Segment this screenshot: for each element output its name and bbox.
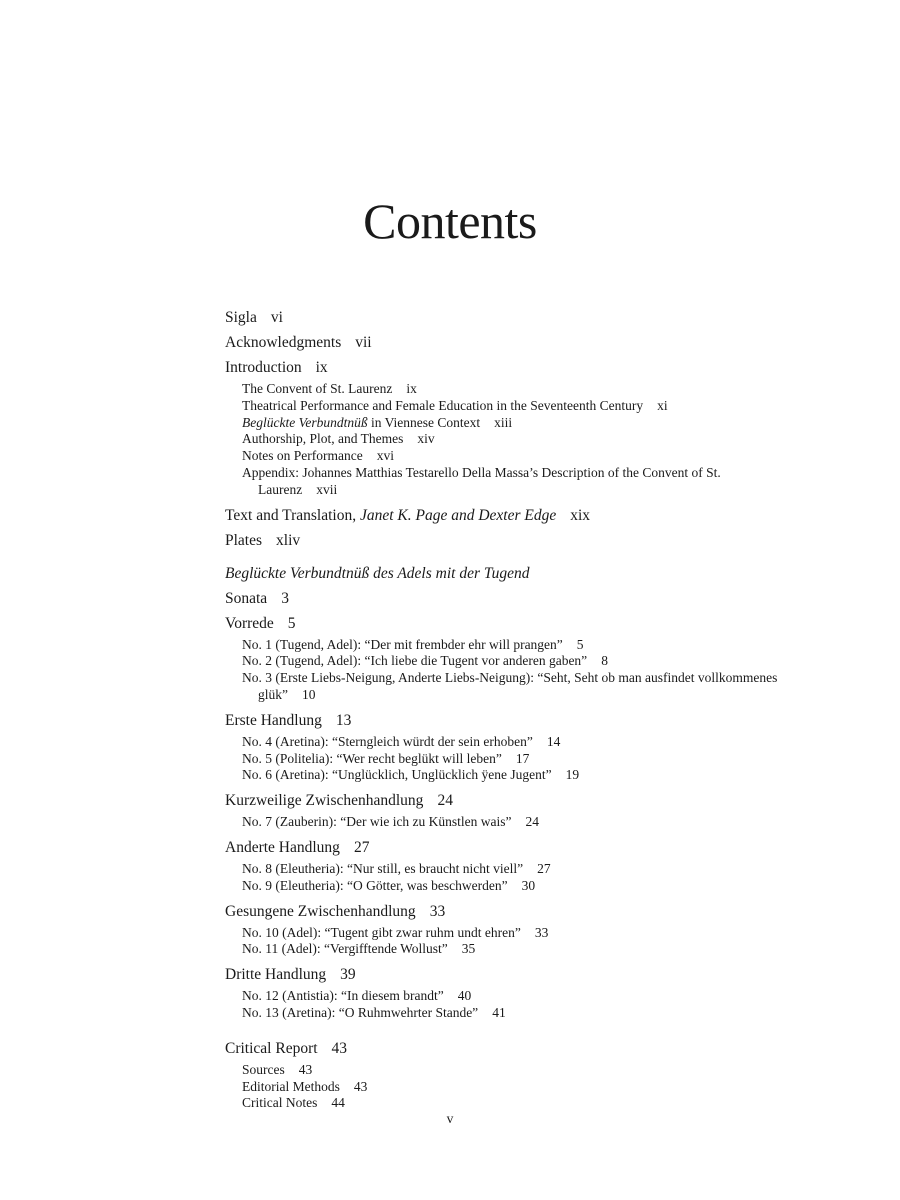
entry-label: Kurzweilige Zwischenhandlung	[225, 792, 424, 810]
entry-label: Appendix: Johannes Matthias Testarello Della Massa’s Description of the Convent of St. Laurenz	[242, 464, 721, 497]
toc-entry-dritte-handlung[interactable]	[225, 962, 785, 987]
entry-page: 3	[281, 589, 289, 607]
entry-label-italic: Janet K. Page and Dexter Edge	[359, 506, 557, 524]
toc-subentry[interactable]	[242, 670, 785, 704]
entry-label: Dritte Handlung	[225, 966, 327, 984]
entry-label: Acknowledgments	[225, 334, 342, 351]
toc-entry-gesungene[interactable]	[225, 899, 785, 924]
entry-label: Erste Handlung	[225, 711, 322, 729]
entry-label: No. 12 (Antistia): “In diesem brandt”	[242, 988, 444, 1004]
entry-page: 44	[331, 1095, 345, 1111]
entry-page: vii	[355, 334, 372, 351]
entry-label: Theatrical Performance and Female Education in the Seventeenth Century	[242, 397, 644, 413]
toc-subentry[interactable]	[242, 1005, 785, 1022]
toc-subentry[interactable]	[242, 398, 785, 415]
toc-subentry[interactable]	[242, 861, 785, 878]
entry-page: 10	[302, 686, 316, 702]
entry-page: 41	[492, 1004, 506, 1020]
toc-subentry[interactable]	[242, 751, 785, 768]
toc-subentry[interactable]	[242, 381, 785, 398]
toc-subentry[interactable]	[242, 637, 785, 654]
toc-entry-anderte-handlung[interactable]	[225, 835, 785, 860]
entry-page: ix	[315, 359, 328, 376]
page-title: Contents	[363, 193, 537, 249]
entry-label: The Convent of St. Laurenz	[242, 381, 393, 396]
entry-label: No. 2 (Tugend, Adel): “Ich liebe die Tugent vor anderen gaben”	[242, 653, 588, 669]
toc-subentry[interactable]	[242, 925, 785, 942]
entry-page: xvi	[376, 448, 394, 464]
entry-label: No. 10 (Adel): “Tugent gibt zwar ruhm undt ehren”	[242, 924, 521, 940]
toc-subentry[interactable]	[242, 1079, 785, 1096]
entry-label: No. 6 (Aretina): “Unglücklich, Unglücklich ÿene Jugent”	[242, 767, 552, 783]
entry-page: 40	[457, 988, 472, 1004]
entry-label: in Viennese Context	[367, 414, 481, 430]
toc-entry-acknowledgments[interactable]	[225, 330, 785, 355]
entry-page: xix	[570, 506, 591, 524]
entry-page: 19	[565, 767, 580, 783]
toc-subentry[interactable]	[242, 1062, 785, 1079]
entry-page: 43	[298, 1061, 313, 1077]
entry-page: xi	[657, 397, 668, 413]
toc-subentry[interactable]	[242, 814, 785, 831]
entry-page: 5	[576, 636, 584, 652]
entry-label: Vorrede	[225, 614, 274, 632]
entry-page: ix	[406, 381, 417, 396]
entry-page: 43	[331, 1039, 348, 1057]
entry-label: No. 1 (Tugend, Adel): “Der mit frembder ehr will prangen”	[242, 636, 563, 652]
entry-label: Text and Translation,	[225, 506, 360, 524]
entry-page: xvii	[316, 481, 338, 497]
toc-subentry[interactable]	[242, 465, 785, 499]
page-number: v	[446, 1111, 454, 1126]
entry-label: No. 13 (Aretina): “O Ruhmwehrter Stande”	[242, 1004, 479, 1020]
entry-page: 27	[353, 838, 370, 856]
entry-page: xliv	[276, 531, 301, 549]
toc-subentry[interactable]	[242, 878, 785, 895]
toc-subentry[interactable]	[242, 653, 785, 670]
toc-entry-sonata[interactable]	[225, 586, 785, 611]
entry-page: 27	[537, 860, 551, 876]
entry-page: 8	[601, 653, 608, 669]
entry-page: 24	[437, 792, 453, 810]
entry-label: No. 9 (Eleutheria): “O Götter, was beschwerden”	[242, 877, 508, 893]
work-title: Beglückte Verbundtnüß des Adels mit der Tugend	[225, 564, 530, 582]
toc-subentry[interactable]	[242, 767, 785, 784]
entry-label: No. 3 (Erste Liebs-Neigung, Anderte Liebs-Neigung): “Seht, Seht ob man ausfindet vollkommenes glük”	[242, 670, 778, 702]
entry-page: 33	[534, 924, 549, 940]
toc-entry-sigla[interactable]	[225, 305, 785, 330]
entry-label: Gesungene Zwischenhandlung	[225, 902, 416, 920]
entry-page: 43	[353, 1078, 368, 1094]
entry-label: No. 4 (Aretina): “Sterngleich würdt der sein erhoben”	[242, 733, 533, 749]
entry-label: No. 5 (Politelia): “Wer recht beglükt will leben”	[242, 750, 502, 766]
entry-label: Authorship, Plot, and Themes	[242, 431, 404, 447]
entry-label: Anderte Handlung	[225, 838, 340, 856]
entry-label: No. 11 (Adel): “Vergifftende Wollust”	[242, 941, 448, 957]
toc-subentry[interactable]	[242, 415, 785, 432]
entry-page: xiii	[494, 414, 513, 430]
entry-label: Sources	[242, 1061, 285, 1077]
entry-label: Critical Report	[225, 1039, 318, 1057]
entry-page: 39	[340, 966, 356, 984]
entry-label: Sigla	[225, 309, 257, 326]
toc-entry-text-translation[interactable]	[225, 503, 785, 528]
entry-page: 13	[335, 711, 352, 729]
entry-page: 14	[546, 733, 561, 749]
toc-subentry[interactable]	[242, 431, 785, 448]
entry-label: Notes on Performance	[242, 448, 363, 464]
entry-page: vi	[270, 309, 283, 326]
toc-subentry[interactable]	[242, 448, 785, 465]
toc-entry-vorrede[interactable]	[225, 611, 785, 636]
entry-label: Sonata	[225, 589, 268, 607]
toc-subentry[interactable]	[242, 734, 785, 751]
entry-label: Plates	[225, 531, 263, 549]
toc-subentry[interactable]	[242, 1095, 785, 1112]
toc-entry-erste-handlung[interactable]	[225, 708, 785, 733]
toc-subentry[interactable]	[242, 941, 785, 958]
entry-page: 35	[461, 941, 476, 957]
entry-page: 5	[287, 614, 296, 632]
entry-label-italic: Beglückte Verbundtnüß	[242, 414, 368, 430]
toc-entry-introduction[interactable]	[225, 355, 785, 380]
entry-page: 33	[429, 902, 446, 920]
toc-entry-plates[interactable]	[225, 528, 785, 553]
toc-entry-kurzweilige[interactable]	[225, 788, 785, 813]
entry-label: No. 8 (Eleutheria): “Nur still, es braucht nicht viell”	[242, 860, 524, 876]
entry-label: Editorial Methods	[242, 1078, 340, 1094]
toc-entry-critical-report[interactable]	[225, 1036, 785, 1061]
entry-page: 24	[525, 814, 540, 830]
entry-label: Critical Notes	[242, 1095, 318, 1111]
entry-label: Introduction	[225, 359, 302, 376]
table-of-contents	[225, 305, 785, 1112]
toc-subentry[interactable]	[242, 988, 785, 1005]
entry-page: 30	[521, 877, 536, 893]
entry-page: 17	[515, 750, 530, 766]
entry-page: xiv	[417, 431, 435, 447]
entry-label: No. 7 (Zauberin): “Der wie ich zu Künstlen wais”	[242, 814, 512, 830]
